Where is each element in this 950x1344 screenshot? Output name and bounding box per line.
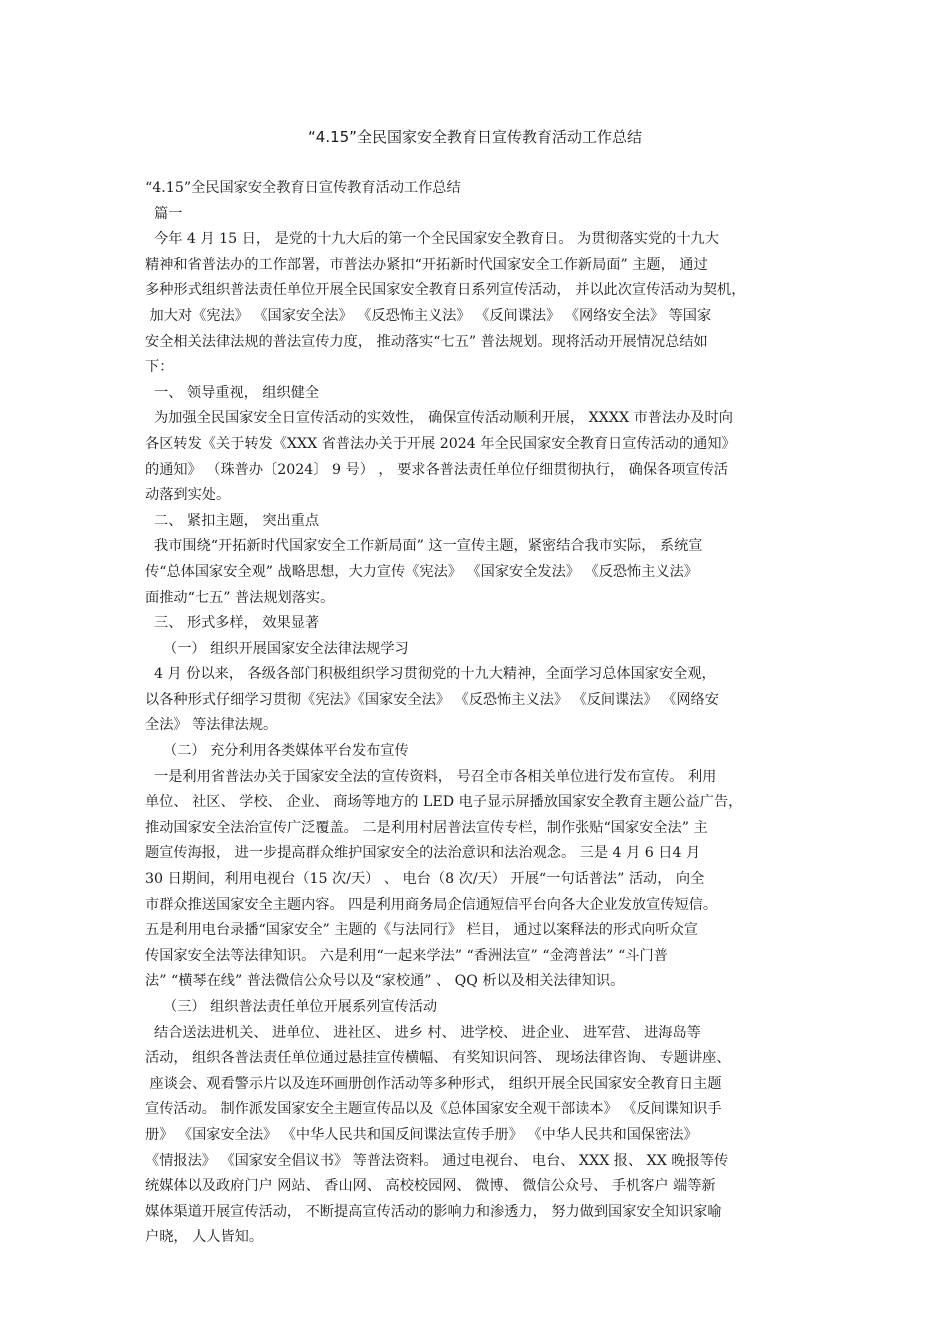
text-line: 媒体渠道开展宣传活动， 不断提高宣传活动的影响力和渗透力， 努力做到国家安全知识家喻 xyxy=(145,1203,722,1220)
text-line: 《情报法》 《国家安全倡议书》 等普法资料。 通过电视台、 电台、 XXX 报、 XX 晚报等传 xyxy=(145,1152,729,1169)
text-line: 法” “横琴在线” 普法微信公众号以及“家校通” 、 QQ 析以及相关法律知识。 xyxy=(145,973,625,990)
text-line: 面推动“七五” 普法规划落实。 xyxy=(145,589,335,606)
text-line: 座谈会、观看警示片以及连环画册创作活动等多种形式， 组织开展全民国家安全教育日主题 xyxy=(145,1075,722,1092)
subsection-heading: （一） 组织开展国家安全法律法规学习 xyxy=(145,640,409,657)
text-line: 精神和省普法办的工作部署，市普法办紧扣“开拓新时代国家安全工作新局面” 主题， 通过 xyxy=(145,256,708,273)
page-title: “4.15”全民国家安全教育日宣传教育活动工作总结 xyxy=(308,128,642,146)
text-line: 下： xyxy=(145,359,174,376)
text-line: 五是利用电台录播“国家安全” 主题的《与法同行》 栏目， 通过以案释法的形式向听众宣 xyxy=(145,922,698,939)
subsection-heading: （二） 充分利用各类媒体平台发布宣传 xyxy=(145,743,409,760)
text-line: 加大对《宪法》 《国家安全法》 《反恐怖主义法》 《反间谍法》 《网络安全法》 等国家 xyxy=(145,307,712,324)
text-line: 户晓， 人人皆知。 xyxy=(145,1229,264,1246)
text-line: 多种形式组织普法责任单位开展全民国家安全教育日系列宣传活动， 并以此次宣传活动为契机， xyxy=(145,282,746,299)
text-line: 今年 4 月 15 日， 是党的十九大后的第一个全民国家安全教育日。 为贯彻落实党的十九大 xyxy=(145,231,719,248)
text-line: 30 日期间，利用电视台（15 次/天） 、 电台（8 次/天） 开展“一句话普法” 活动， 向全 xyxy=(145,871,705,888)
text-line: 4 月 份以来， 各级各部门积极组织学习贯彻党的十九大精神，全面学习总体国家安全观， xyxy=(145,666,716,683)
text-line: 活动， 组织各普法责任单位通过悬挂宣传横幅、 有奖知识问答、 现场法律咨询、 专题讲座、 xyxy=(145,1050,731,1067)
text-line: 题宣传海报， 进一步提高群众维护国家安全的法治意识和法治观念。 三是 4 月 6 日4 月 xyxy=(145,845,701,862)
text-line: 单位、 社区、 学校、 企业、 商场等地方的 LED 电子显示屏播放国家安全教育主题公益广告， xyxy=(145,794,743,811)
section-heading: 一、 领导重视， 组织健全 xyxy=(145,384,320,401)
document-body xyxy=(145,176,835,1251)
text-line: 册》 《国家安全法》 《中华人民共和国反间谍法宣传手册》 《中华人民共和国保密法》 xyxy=(145,1126,698,1143)
text-line: 推动国家安全法治宣传广泛覆盖。 二是利用村居普法宣传专栏，制作张贴“国家安全法” 主 xyxy=(145,819,708,836)
section-heading: 二、 紧扣主题， 突出重点 xyxy=(145,512,320,529)
text-line: 结合送法进机关、 进单位、 进社区、 进乡 村、 进学校、 进企业、 进军营、 进海岛等 xyxy=(145,1024,701,1041)
text-line: 宣传活动。 制作派发国家安全主题宣传品以及《总体国家安全观干部读本》 《反间谍知识手 xyxy=(145,1101,722,1118)
text-line: 各区转发《关于转发《XXX 省普法办关于开展 2024 年全民国家安全教育日宣传活动的通知》 xyxy=(145,435,736,452)
text-line: 以各种形式仔细学习贯彻《宪法》《国家安全法》 《反恐怖主义法》 《反间谍法》 《网络安 xyxy=(145,691,719,708)
text-line: 统媒体以及政府门户 网站、 香山网、 高校校园网、 微博、 微信公众号、 手机客户 端等新 xyxy=(145,1178,716,1195)
text-line: “4.15”全民国家安全教育日宣传教育活动工作总结 xyxy=(145,180,461,196)
subsection-heading: （三） 组织普法责任单位开展系列宣传活动 xyxy=(145,999,438,1015)
text-line: 我市围绕“开拓新时代国家安全工作新局面” 这一宣传主题，紧密结合我市实际， 系统宣 xyxy=(145,538,703,555)
text-line: 一是利用省普法办关于国家安全法的宣传资料， 号召全市各相关单位进行发布宣传。 利用 xyxy=(145,768,717,785)
section-heading: 三、 形式多样， 效果显著 xyxy=(145,615,320,632)
text-line: 全法》 等法律法规。 xyxy=(145,717,278,734)
text-line: 的通知》 （珠普办〔2024〕 9 号） ， 要求各普法责任单位仔细贯彻执行， 确保各项宣传活 xyxy=(145,461,728,478)
text-line: 为加强全民国家安全日宣传活动的实效性， 确保宣传活动顺利开展， XXXX 市普法办及时向 xyxy=(145,410,733,427)
text-line: 篇一 xyxy=(145,205,183,222)
text-line: 传国家安全法等法律知识。 六是利用“一起来学法” “香洲法宣” “金湾普法” “斗门普 xyxy=(145,947,668,964)
text-line: 市群众推送国家安全主题内容。 四是利用商务局企信通短信平台向各大企业发放宣传短信。 xyxy=(145,896,718,913)
text-line: 安全相关法律法规的普法宣传力度， 推动落实“七五” 普法规划。现将活动开展情况总结如 xyxy=(145,333,708,350)
text-line: 传“总体国家安全观” 战略思想，大力宣传《宪法》 《国家安全发法》 《反恐怖主义法》 xyxy=(145,563,698,580)
text-line: 动落到实处。 xyxy=(145,487,231,504)
